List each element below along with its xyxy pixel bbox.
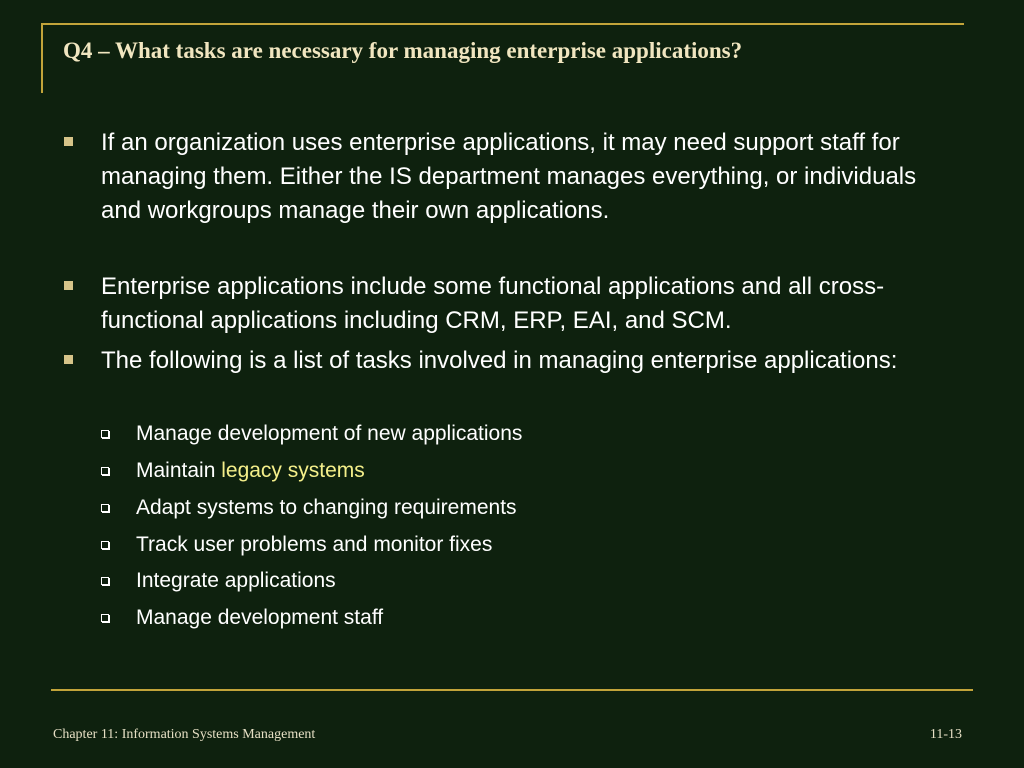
task-text: Manage development of new applications: [136, 422, 523, 445]
task-item: [101, 419, 961, 449]
hollow-square-bullet-icon: [101, 614, 109, 622]
footer-divider: [51, 689, 973, 691]
task-item: [101, 566, 961, 596]
hollow-square-bullet-icon: [101, 467, 109, 475]
hollow-square-bullet-icon: [101, 577, 109, 585]
square-bullet-icon: [64, 355, 73, 364]
task-text: Adapt systems to changing requirements: [136, 496, 517, 519]
title-left-border: [41, 23, 43, 93]
legacy-systems-link[interactable]: legacy systems: [221, 459, 365, 482]
hollow-square-bullet-icon: [101, 430, 109, 438]
bullet-text: The following is a list of tasks involved in managing enterprise applications:: [101, 347, 898, 374]
task-text: Integrate applications: [136, 569, 336, 592]
task-text: [136, 456, 365, 486]
slide-title: Q4 – What tasks are necessary for managing enterprise applications?: [63, 38, 743, 63]
square-bullet-icon: [64, 137, 73, 146]
task-item: [101, 456, 961, 486]
hollow-square-bullet-icon: [101, 504, 109, 512]
task-item: [101, 603, 961, 633]
square-bullet-icon: [64, 281, 73, 290]
task-text: Manage development staff: [136, 606, 384, 629]
bullet-text: Enterprise applications include some functional applications and all cross-functional applications including CRM, ERP, EAI, and SCM.: [101, 273, 885, 334]
hollow-square-bullet-icon: [101, 541, 109, 549]
bullet-text: If an organization uses enterprise applications, it may need support staff for managing them. Either the IS department manages everything, or individuals and workgroups manage their own applications.: [101, 129, 917, 224]
footer-chapter: Chapter 11: Information Systems Management: [53, 727, 316, 742]
task-item: [101, 493, 961, 523]
task-text-prefix: Maintain: [136, 459, 222, 482]
task-text: Track user problems and monitor fixes: [136, 533, 493, 556]
title-top-border: [41, 23, 964, 25]
task-item: [101, 530, 961, 560]
footer-page-number: 11-13: [929, 727, 962, 742]
